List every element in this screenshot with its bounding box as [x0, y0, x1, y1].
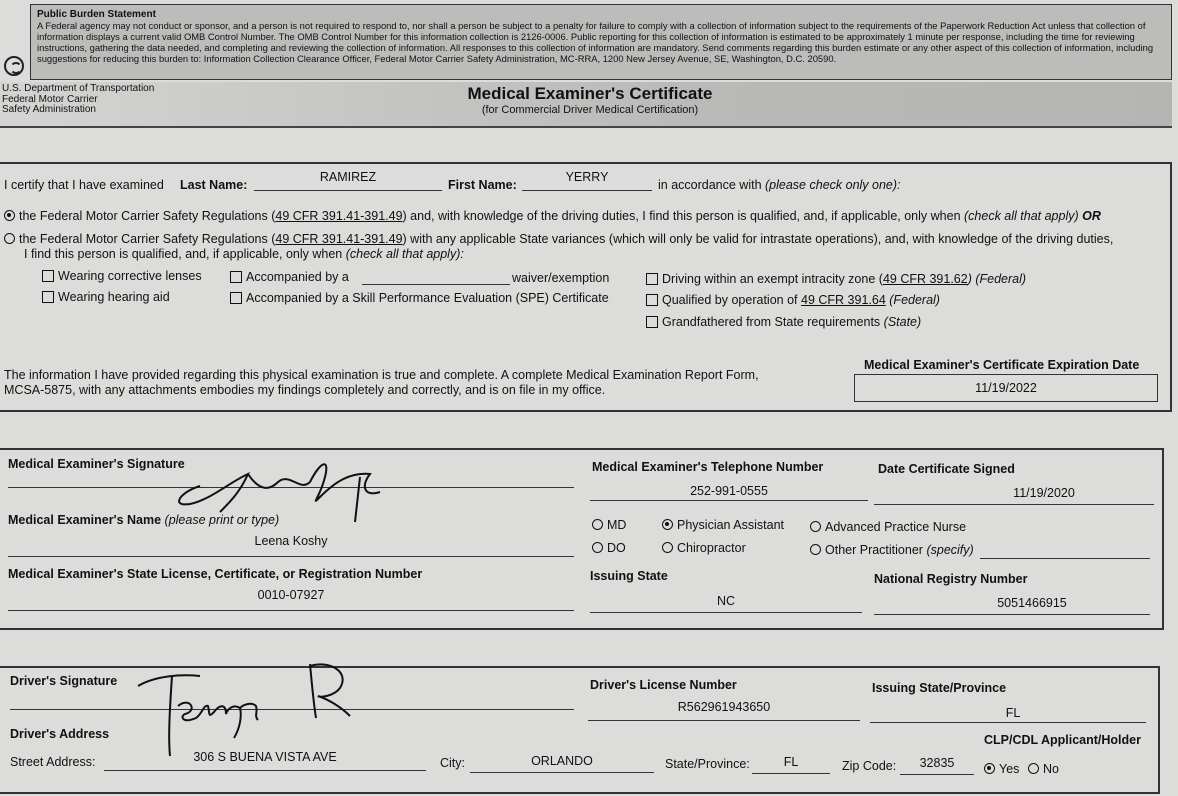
dot-logo-icon [4, 56, 24, 76]
agency-line3: Safety Administration [2, 104, 96, 115]
cond-lenses-label: Wearing corrective lenses [58, 269, 202, 283]
cond-lenses[interactable] [42, 269, 202, 283]
examiner-name-label-row [8, 513, 279, 527]
cond-spe[interactable] [230, 291, 609, 305]
first-name-field[interactable] [522, 172, 652, 191]
cond-spe-label: Accompanied by a Skill Performance Evaluation (SPE) Certificate [246, 291, 609, 305]
option-federal [4, 209, 1101, 223]
registry-field[interactable] [874, 592, 1150, 615]
clp-yes-label: Yes [999, 762, 1020, 776]
issuing-state-field[interactable] [590, 590, 862, 613]
clp-no[interactable] [1028, 762, 1059, 776]
burden-heading: Public Burden Statement [37, 9, 156, 20]
city-label: City: [440, 756, 465, 770]
state-field[interactable] [752, 753, 830, 774]
option2-line2-row [24, 247, 464, 261]
option2-italic: (check all that apply): [345, 247, 464, 261]
type-other-label: Other Practitioner [825, 543, 923, 557]
agency-block [2, 84, 154, 116]
type-apn-radio[interactable] [810, 521, 821, 532]
first-name-value: YERRY [565, 170, 609, 184]
type-do-label: DO [607, 541, 626, 555]
issuing-state-label: Issuing State [590, 569, 668, 583]
option-state-radio[interactable] [4, 233, 15, 244]
cond-qualified-checkbox[interactable] [646, 294, 658, 306]
cond-accompanied-label: Accompanied by a [246, 270, 349, 284]
option1-or: OR [1082, 209, 1101, 223]
type-apn[interactable] [810, 520, 966, 534]
examiner-phone-label: Medical Examiner's Telephone Number [592, 460, 824, 474]
cond-qualified[interactable] [646, 293, 940, 307]
option1-pre: the Federal Motor Carrier Safety Regulations ( [19, 209, 276, 223]
first-name-label: First Name: [448, 178, 517, 192]
driver-address-label: Driver's Address [10, 727, 110, 741]
option1-cfr-link[interactable]: 49 CFR 391.41-391.49 [275, 209, 403, 223]
type-other-radio[interactable] [810, 544, 821, 555]
form-title: Medical Examiner's Certificate [467, 84, 713, 103]
driver-signature-label: Driver's Signature [10, 674, 118, 688]
clp-yes[interactable] [984, 762, 1019, 776]
clp-yes-radio[interactable] [984, 763, 995, 774]
accordance-label: in accordance with [658, 178, 762, 192]
examiner-name: Leena Koshy [254, 534, 328, 548]
examination-statement [4, 368, 759, 398]
cond-accompanied-checkbox[interactable] [230, 271, 242, 283]
waiver-field[interactable] [362, 272, 510, 285]
option2-post: ) with any applicable State variances (which will only be valid for intrastate operations), and, with knowledge of the driving duties, [402, 232, 1114, 246]
registry-number: 5051466915 [997, 596, 1067, 610]
cond-intracity[interactable] [646, 272, 1026, 286]
driver-issuing-field[interactable] [870, 702, 1146, 723]
state-value: FL [783, 755, 799, 769]
license-number: 0010-07927 [257, 588, 325, 602]
statement-line1: The information I have provided regarding this physical examination is true and complete. A complete Medical Examination Report Form, [4, 368, 759, 382]
type-chiro-radio[interactable] [662, 542, 673, 553]
driver-license-number: R562961943650 [677, 700, 771, 714]
type-other-hint: (specify) [926, 543, 974, 557]
accordance-text [658, 178, 901, 192]
cond-lenses-checkbox[interactable] [42, 270, 54, 282]
city-field[interactable] [470, 752, 654, 773]
type-pa[interactable] [662, 518, 784, 532]
street-label: Street Address: [10, 755, 96, 769]
type-do[interactable] [592, 541, 626, 555]
agency-line1: U.S. Department of Transportation [2, 83, 155, 94]
burden-text: A Federal agency may not conduct or sponsor, and a person is not required to respond to, nor shall a person be subject to a penalty for failure to comply with a collection of information subject to the requirements of the Paperwork Reduction Act unless that collection of information displays a current valid OMB Control Number. The OMB Control Number for this information collection is 2126-0006. Public reporting for this collection of information is estimated to be approximately 1 minute per response, including the time for reviewing instructions, gathering the data needed, and completing and reviewing the collection of information. All responses to this collection of information are mandatory. Send comments regarding this burden estimate or any other aspect of this collection of information, including suggestions for reducing this burden to: Information Collection Clearance Officer, Federal Motor Carrier Safety Administration, MC-RRA, 1200 New Jersey Avenue, SE, Washington, D.C. 20590. [37, 20, 1154, 64]
certify-intro: I certify that I have examined [4, 178, 164, 192]
examiner-phone-field[interactable] [590, 478, 868, 501]
examiner-name-hint: (please print or type) [164, 513, 280, 527]
cond-waiver-label: waiver/exemption [512, 271, 610, 285]
statement-line2: MCSA-5875, with any attachments embodies my findings completely and correctly, and is on file in my office. [4, 383, 606, 397]
cond-intracity-label: Driving within an exempt intracity zone ( [662, 272, 883, 286]
cond-intracity-tail: ) (Federal) [967, 272, 1027, 286]
option1-italic: (check all that apply) [964, 209, 1079, 223]
clp-no-label: No [1043, 762, 1059, 776]
cond-qualified-link[interactable]: 49 CFR 391.64 [801, 293, 886, 307]
type-pa-radio[interactable] [662, 519, 673, 530]
cond-grandfathered-tail: (State) [883, 315, 922, 329]
option-state [4, 232, 1113, 246]
type-chiro-label: Chiropractor [677, 541, 746, 555]
type-chiro[interactable] [662, 541, 746, 555]
clp-cdl-label: CLP/CDL Applicant/Holder [984, 733, 1141, 747]
zip-label: Zip Code: [842, 759, 897, 773]
type-pa-label: Physician Assistant [677, 518, 784, 532]
option2-pre: the Federal Motor Carrier Safety Regulations ( [19, 232, 276, 246]
last-name-label: Last Name: [180, 178, 248, 192]
type-md-radio[interactable] [592, 519, 603, 530]
option2-line2: I find this person is qualified, and, if applicable, only when [24, 247, 343, 261]
type-md-label: MD [607, 518, 627, 532]
option2-cfr-link[interactable]: 49 CFR 391.41-391.49 [275, 232, 403, 246]
last-name-value: RAMIREZ [319, 170, 377, 184]
check-one-hint: (please check only one): [765, 178, 901, 192]
cond-accompanied[interactable] [230, 270, 349, 284]
driver-issuing-label: Issuing State/Province [872, 681, 1007, 695]
option1-post: ) and, with knowledge of the driving duties, I find this person is qualified, and, if applicable, only when [402, 209, 961, 223]
cond-hearing-label: Wearing hearing aid [58, 290, 170, 304]
driver-license-field[interactable] [588, 698, 860, 721]
public-burden-statement [30, 4, 1172, 80]
option-federal-radio[interactable] [4, 210, 15, 221]
date-signed-field[interactable] [874, 482, 1154, 505]
cond-intracity-checkbox[interactable] [646, 273, 658, 285]
type-do-radio[interactable] [592, 542, 603, 553]
date-signed: 11/19/2020 [1013, 486, 1075, 500]
form-subtitle: (for Commercial Driver Medical Certification) [481, 104, 699, 116]
zip-value: 32835 [919, 756, 955, 770]
type-apn-label: Advanced Practice Nurse [825, 520, 967, 534]
license-field[interactable] [8, 586, 574, 611]
driver-issuing: FL [1005, 706, 1021, 720]
cond-qualified-label: Qualified by operation of [662, 293, 798, 307]
last-name-field[interactable] [254, 172, 442, 191]
examiner-name-field[interactable] [8, 534, 574, 557]
type-other-field[interactable] [980, 546, 1150, 559]
clp-no-radio[interactable] [1028, 763, 1039, 774]
cond-hearing-checkbox[interactable] [42, 291, 54, 303]
examiner-phone: 252-991-0555 [690, 484, 768, 498]
cond-hearing[interactable] [42, 290, 170, 304]
examiner-name-label: Medical Examiner's Name [8, 513, 162, 527]
state-label: State/Province: [665, 757, 750, 771]
zip-field[interactable] [900, 754, 974, 775]
cond-qualified-tail: (Federal) [889, 293, 940, 307]
expiration-label: Medical Examiner's Certificate Expiration Date [864, 358, 1140, 372]
cond-spe-checkbox[interactable] [230, 292, 242, 304]
expiration-date: 11/19/2022 [975, 381, 1037, 395]
cond-grandfathered-label: Grandfathered from State requirements [662, 315, 881, 329]
license-label: Medical Examiner's State License, Certificate, or Registration Number [8, 567, 423, 581]
date-signed-label: Date Certificate Signed [878, 462, 1015, 476]
street-field[interactable] [104, 750, 426, 771]
driver-license-label: Driver's License Number [590, 678, 737, 692]
cond-grandfathered-checkbox[interactable] [646, 316, 658, 328]
registry-label: National Registry Number [874, 572, 1028, 586]
type-md[interactable] [592, 518, 626, 532]
street-value: 306 S BUENA VISTA AVE [193, 750, 337, 764]
expiration-date-box[interactable] [854, 374, 1158, 402]
agency-line2: Federal Motor Carrier [2, 93, 98, 105]
examiner-signature-label: Medical Examiner's Signature [8, 457, 185, 471]
cond-grandfathered[interactable] [646, 315, 921, 329]
city-value: ORLANDO [531, 754, 593, 768]
cond-intracity-link[interactable]: 49 CFR 391.62 [882, 272, 968, 286]
issuing-state: NC [716, 594, 736, 608]
type-other[interactable] [810, 543, 974, 557]
